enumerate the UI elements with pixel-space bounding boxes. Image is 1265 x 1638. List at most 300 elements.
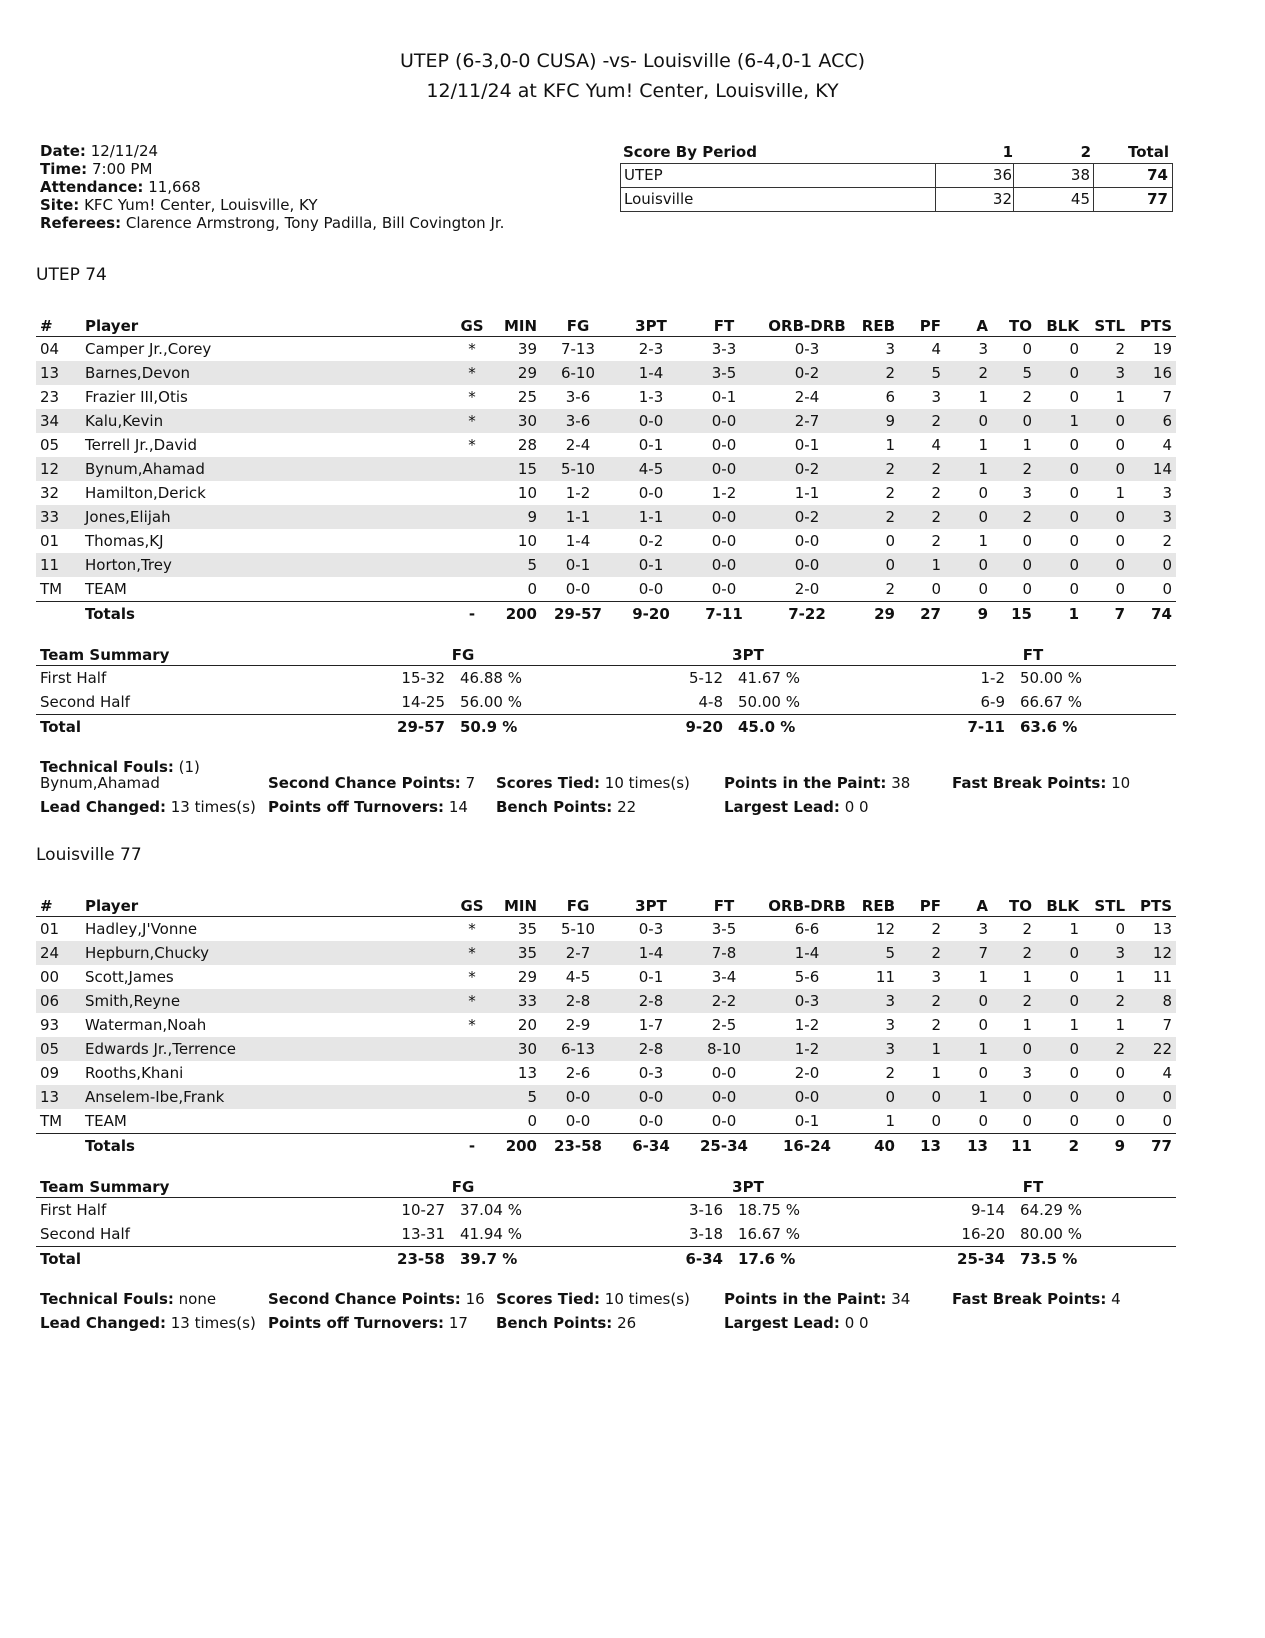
summary-label: First Half [40, 1201, 107, 1219]
cell-pf: 0 [931, 1112, 941, 1130]
stat-second-chance-points [268, 1290, 485, 1308]
cell-pts: 74 [1151, 605, 1172, 623]
cell-stl: 1 [1115, 1016, 1125, 1034]
info-line [40, 178, 504, 196]
cell-pts: 0 [1162, 556, 1172, 574]
stat-label: Second Chance Points: [268, 1290, 461, 1308]
cell-min: 30 [517, 412, 537, 430]
cell-fg: 0-0 [565, 580, 591, 598]
header-number: # [40, 897, 53, 915]
cell-blk: 0 [1069, 1040, 1079, 1058]
info-value: 7:00 PM [91, 160, 153, 178]
info-line [40, 160, 504, 178]
cell-fg: 1-4 [565, 532, 591, 550]
cell-player: Horton,Trey [85, 556, 172, 574]
cell-reb: 2 [885, 508, 895, 526]
stat-value: 0 0 [844, 1314, 869, 1332]
cell-pf: 2 [931, 532, 941, 550]
cell-blk: 0 [1069, 364, 1079, 382]
cell-number: TM [40, 1112, 63, 1130]
cell-pf: 4 [931, 340, 941, 358]
summary-label: Total [40, 718, 81, 736]
team-heading: UTEP 74 [36, 265, 107, 285]
cell-reb: 3 [885, 992, 895, 1010]
cell-to: 0 [1022, 580, 1032, 598]
cell-to: 0 [1022, 532, 1032, 550]
cell-orb-drb: 2-0 [794, 580, 820, 598]
cell-fg: 0-1 [565, 556, 591, 574]
table-row [36, 917, 1176, 941]
cell-min: 200 [505, 1137, 537, 1155]
summary-header-fg: FG [451, 1178, 475, 1196]
cell-pts: 14 [1152, 460, 1172, 478]
summary-header-fg: FG [451, 646, 475, 664]
cell-orb-drb: 0-0 [794, 556, 820, 574]
cell-min: 9 [527, 508, 537, 526]
summary-ft-made: 9-14 [970, 1201, 1005, 1219]
stat-lead-changed [40, 1314, 256, 1332]
cell-ft: 3-5 [711, 920, 737, 938]
summary-label: First Half [40, 669, 107, 687]
period-2-score: 38 [1070, 166, 1090, 184]
cell-min: 30 [517, 1040, 537, 1058]
cell-stl: 3 [1115, 944, 1125, 962]
cell-pts: 77 [1151, 1137, 1172, 1155]
summary-3pt-pct: 18.75 % [738, 1201, 800, 1219]
header-fg: FG [566, 897, 590, 915]
cell-a: 0 [978, 1064, 988, 1082]
stat-label: Largest Lead: [724, 1314, 840, 1332]
info-label: Site: [40, 196, 80, 214]
cell-pf: 0 [931, 1088, 941, 1106]
stat-label: Bench Points: [496, 798, 613, 816]
cell-a: 1 [978, 388, 988, 406]
header-fg: FG [566, 317, 590, 335]
header-reb: REB [861, 317, 895, 335]
cell-a: 1 [978, 532, 988, 550]
stat-value: 13 times(s) [170, 1314, 256, 1332]
cell-reb: 3 [885, 1040, 895, 1058]
summary-header-3pt: 3PT [732, 646, 764, 664]
cell-pts: 8 [1162, 992, 1172, 1010]
cell-pts: 7 [1162, 388, 1172, 406]
cell-a: 2 [978, 364, 988, 382]
cell-3pt: 0-0 [638, 1112, 664, 1130]
cell-a: 7 [978, 944, 988, 962]
cell-3pt: 2-8 [638, 992, 664, 1010]
cell-fg: 3-6 [565, 412, 591, 430]
cell-ft: 0-1 [711, 388, 737, 406]
technical-fouls-value: none [178, 1290, 217, 1308]
score-row [620, 164, 1173, 188]
cell-a: 3 [978, 340, 988, 358]
cell-gs: * [468, 388, 476, 406]
cell-number: 93 [40, 1016, 60, 1034]
info-value: 12/11/24 [90, 142, 159, 160]
cell-pts: 7 [1162, 1016, 1172, 1034]
cell-3pt: 1-3 [638, 388, 664, 406]
cell-number: 09 [40, 1064, 60, 1082]
cell-orb-drb: 6-6 [794, 920, 820, 938]
cell-ft: 0-0 [711, 508, 737, 526]
cell-fg: 6-10 [560, 364, 596, 382]
cell-pf: 1 [931, 1040, 941, 1058]
cell-a: 0 [978, 484, 988, 502]
cell-stl: 1 [1115, 388, 1125, 406]
total-header: Total [1128, 143, 1169, 161]
cell-blk: 0 [1069, 388, 1079, 406]
cell-orb-drb: 0-2 [794, 508, 820, 526]
table-header [36, 314, 1176, 337]
cell-ft: 25-34 [700, 1137, 748, 1155]
player-stats-table [36, 314, 1176, 626]
cell-pf: 0 [931, 580, 941, 598]
cell-reb: 0 [885, 532, 895, 550]
cell-ft: 0-0 [711, 1064, 737, 1082]
stat-value: 26 [617, 1314, 637, 1332]
cell-ft: 0-0 [711, 1088, 737, 1106]
cell-reb: 0 [885, 556, 895, 574]
stat-largest-lead [724, 798, 869, 816]
stat-points-off-turnovers [268, 798, 468, 816]
cell-reb: 5 [885, 944, 895, 962]
cell-player: Scott,James [85, 968, 174, 986]
cell-to: 15 [1011, 605, 1032, 623]
cell-to: 3 [1022, 484, 1032, 502]
cell-a: 0 [978, 508, 988, 526]
cell-min: 5 [527, 1088, 537, 1106]
summary-ft-made: 6-9 [980, 693, 1005, 711]
cell-gs: - [468, 605, 476, 623]
cell-number: 13 [40, 364, 60, 382]
cell-3pt: 0-0 [638, 580, 664, 598]
cell-number: 24 [40, 944, 60, 962]
cell-reb: 2 [885, 460, 895, 478]
stat-fast-break-points [952, 1290, 1121, 1308]
game-subtitle: 12/11/24 at KFC Yum! Center, Louisville, KY [426, 80, 839, 102]
stat-value: 14 [448, 798, 468, 816]
cell-3pt: 4-5 [638, 460, 664, 478]
cell-number: 01 [40, 532, 60, 550]
score-title: Score By Period [623, 143, 757, 161]
table-row [36, 989, 1176, 1013]
stat-value: 16 [465, 1290, 485, 1308]
summary-3pt-pct: 41.67 % [738, 669, 800, 687]
cell-to: 0 [1022, 1040, 1032, 1058]
summary-3pt-made: 4-8 [698, 693, 723, 711]
cell-blk: 0 [1069, 484, 1079, 502]
period-2-score: 45 [1070, 190, 1090, 208]
summary-ft-pct: 64.29 % [1020, 1201, 1082, 1219]
cell-a: 1 [978, 460, 988, 478]
cell-min: 10 [517, 532, 537, 550]
summary-fg-pct: 39.7 % [460, 1250, 518, 1268]
cell-blk: 0 [1069, 944, 1079, 962]
cell-player: Bynum,Ahamad [85, 460, 205, 478]
header-a: A [976, 317, 988, 335]
header-pf: PF [919, 897, 941, 915]
cell-blk: 0 [1069, 532, 1079, 550]
divider [1093, 188, 1094, 211]
summary-header [36, 643, 1176, 666]
cell-number: 34 [40, 412, 60, 430]
stat-label: Fast Break Points: [952, 1290, 1107, 1308]
cell-fg: 2-7 [565, 944, 591, 962]
cell-blk: 0 [1069, 508, 1079, 526]
cell-a: 1 [978, 1088, 988, 1106]
score-by-period-table [620, 143, 1173, 212]
cell-pts: 4 [1162, 1064, 1172, 1082]
info-line [40, 142, 504, 160]
summary-ft-pct: 63.6 % [1020, 718, 1078, 736]
cell-3pt: 9-20 [632, 605, 670, 623]
period-1-score: 32 [992, 190, 1012, 208]
table-row [36, 337, 1176, 361]
cell-gs: * [468, 340, 476, 358]
header-pts: PTS [1139, 897, 1172, 915]
summary-fg-pct: 50.9 % [460, 718, 518, 736]
cell-orb-drb: 2-7 [794, 412, 820, 430]
summary-fg-pct: 46.88 % [460, 669, 522, 687]
summary-ft-made: 16-20 [961, 1225, 1005, 1243]
cell-3pt: 6-34 [632, 1137, 670, 1155]
cell-stl: 0 [1115, 532, 1125, 550]
cell-ft: 3-3 [711, 340, 737, 358]
info-label: Attendance: [40, 178, 144, 196]
stat-label: Points in the Paint: [724, 774, 887, 792]
header-gs: GS [460, 317, 484, 335]
header-pts: PTS [1139, 317, 1172, 335]
stat-value: 7 [465, 774, 476, 792]
header-stl: STL [1094, 317, 1125, 335]
cell-number: 12 [40, 460, 60, 478]
cell-player: Hepburn,Chucky [85, 944, 209, 962]
cell-player: Totals [85, 605, 135, 623]
technical-fouls-player: Bynum,Ahamad [40, 774, 160, 792]
cell-pts: 0 [1162, 1112, 1172, 1130]
summary-row [36, 714, 1176, 739]
table-row [36, 1037, 1176, 1061]
summary-ft-made: 1-2 [980, 669, 1005, 687]
cell-ft: 0-0 [711, 460, 737, 478]
cell-number: 11 [40, 556, 60, 574]
header-min: MIN [503, 897, 537, 915]
summary-row [36, 1246, 1176, 1271]
info-value: 11,668 [148, 178, 201, 196]
cell-reb: 2 [885, 580, 895, 598]
stat-points-in-the-paint [724, 1290, 910, 1308]
cell-reb: 29 [874, 605, 895, 623]
cell-to: 2 [1022, 992, 1032, 1010]
cell-stl: 3 [1115, 364, 1125, 382]
total-score: 77 [1147, 190, 1168, 208]
table-row [36, 505, 1176, 529]
cell-orb-drb: 0-0 [794, 1088, 820, 1106]
score-row [620, 188, 1173, 212]
cell-to: 0 [1022, 556, 1032, 574]
cell-ft: 7-11 [705, 605, 743, 623]
cell-fg: 5-10 [560, 460, 596, 478]
summary-ft-pct: 73.5 % [1020, 1250, 1078, 1268]
summary-3pt-made: 5-12 [688, 669, 723, 687]
stat-label: Scores Tied: [496, 774, 601, 792]
cell-number: 23 [40, 388, 60, 406]
cell-min: 20 [517, 1016, 537, 1034]
table-header [36, 894, 1176, 917]
cell-fg: 5-10 [560, 920, 596, 938]
summary-ft-pct: 66.67 % [1020, 693, 1082, 711]
header-3pt: 3PT [635, 897, 667, 915]
cell-a: 0 [978, 556, 988, 574]
cell-blk: 0 [1069, 556, 1079, 574]
cell-pf: 2 [931, 484, 941, 502]
stat-points-in-the-paint [724, 774, 910, 792]
cell-reb: 3 [885, 340, 895, 358]
header-orb-drb: ORB-DRB [768, 317, 846, 335]
summary-fg-made: 29-57 [397, 718, 445, 736]
cell-player: Kalu,Kevin [85, 412, 164, 430]
summary-ft-pct: 80.00 % [1020, 1225, 1082, 1243]
cell-orb-drb: 0-2 [794, 460, 820, 478]
cell-3pt: 0-2 [638, 532, 664, 550]
technical-fouls-value: (1) [178, 758, 200, 776]
summary-fg-made: 15-32 [401, 669, 445, 687]
stat-value: 4 [1111, 1290, 1121, 1308]
stat-scores-tied [496, 1290, 690, 1308]
cell-pts: 12 [1152, 944, 1172, 962]
cell-orb-drb: 1-1 [794, 484, 820, 502]
cell-orb-drb: 1-2 [794, 1040, 820, 1058]
cell-pts: 16 [1152, 364, 1172, 382]
cell-a: 0 [978, 1016, 988, 1034]
cell-to: 0 [1022, 412, 1032, 430]
stat-label: Fast Break Points: [952, 774, 1107, 792]
header-to: TO [1009, 897, 1032, 915]
cell-player: Anselem-Ibe,Frank [85, 1088, 225, 1106]
cell-player: Edwards Jr.,Terrence [85, 1040, 237, 1058]
table-row [36, 941, 1176, 965]
stat-fast-break-points [952, 774, 1130, 792]
cell-gs: * [468, 968, 476, 986]
cell-stl: 0 [1115, 460, 1125, 478]
cell-to: 0 [1022, 1088, 1032, 1106]
cell-player: Smith,Reyne [85, 992, 181, 1010]
stat-lead-changed [40, 798, 256, 816]
cell-ft: 0-0 [711, 412, 737, 430]
header-reb: REB [861, 897, 895, 915]
stat-label: Points off Turnovers: [268, 798, 445, 816]
score-header [620, 143, 1173, 164]
cell-orb-drb: 7-22 [788, 605, 826, 623]
cell-a: 13 [967, 1137, 988, 1155]
cell-blk: 1 [1069, 1016, 1079, 1034]
summary-row [36, 690, 1176, 714]
cell-fg: 0-0 [565, 1112, 591, 1130]
game-title: UTEP (6-3,0-0 CUSA) -vs- Louisville (6-4,0-1 ACC) [399, 50, 866, 72]
cell-gs: * [468, 364, 476, 382]
cell-ft: 0-0 [711, 436, 737, 454]
summary-title: Team Summary [40, 1178, 170, 1196]
cell-player: Rooths,Khani [85, 1064, 184, 1082]
game-notes [40, 758, 1180, 818]
cell-pf: 1 [931, 556, 941, 574]
summary-fg-pct: 56.00 % [460, 693, 522, 711]
technical-fouls-label: Technical Fouls: [40, 758, 174, 776]
cell-a: 3 [978, 920, 988, 938]
stat-largest-lead [724, 1314, 869, 1332]
cell-stl: 2 [1115, 992, 1125, 1010]
cell-ft: 8-10 [706, 1040, 742, 1058]
cell-number: TM [40, 580, 63, 598]
summary-3pt-pct: 16.67 % [738, 1225, 800, 1243]
cell-min: 35 [517, 944, 537, 962]
cell-reb: 40 [874, 1137, 895, 1155]
table-row [36, 1085, 1176, 1109]
cell-3pt: 1-4 [638, 944, 664, 962]
cell-blk: 0 [1069, 1064, 1079, 1082]
stat-label: Points in the Paint: [724, 1290, 887, 1308]
period-1-score: 36 [992, 166, 1012, 184]
cell-stl: 1 [1115, 484, 1125, 502]
header-a: A [976, 897, 988, 915]
cell-gs: * [468, 436, 476, 454]
header-orb-drb: ORB-DRB [768, 897, 846, 915]
cell-fg: 2-9 [565, 1016, 591, 1034]
table-row [36, 481, 1176, 505]
table-row [36, 433, 1176, 457]
cell-fg: 2-8 [565, 992, 591, 1010]
cell-to: 2 [1022, 388, 1032, 406]
summary-header-3pt: 3PT [732, 1178, 764, 1196]
cell-3pt: 0-1 [638, 556, 664, 574]
stat-value: 10 times(s) [604, 1290, 690, 1308]
cell-orb-drb: 2-4 [794, 388, 820, 406]
header-min: MIN [503, 317, 537, 335]
cell-fg: 2-6 [565, 1064, 591, 1082]
header-to: TO [1009, 317, 1032, 335]
cell-fg: 23-58 [554, 1137, 602, 1155]
header-player: Player [85, 317, 139, 335]
cell-orb-drb: 1-4 [794, 944, 820, 962]
cell-min: 0 [527, 1112, 537, 1130]
cell-player: Jones,Elijah [85, 508, 171, 526]
cell-min: 15 [517, 460, 537, 478]
cell-number: 05 [40, 1040, 60, 1058]
cell-ft: 2-5 [711, 1016, 737, 1034]
cell-to: 2 [1022, 920, 1032, 938]
cell-orb-drb: 1-2 [794, 1016, 820, 1034]
cell-min: 29 [517, 968, 537, 986]
divider [935, 164, 936, 187]
cell-a: 0 [978, 412, 988, 430]
cell-3pt: 0-0 [638, 484, 664, 502]
cell-pf: 4 [931, 436, 941, 454]
cell-3pt: 1-4 [638, 364, 664, 382]
cell-blk: 2 [1068, 1137, 1079, 1155]
stat-points-off-turnovers [268, 1314, 468, 1332]
cell-stl: 0 [1115, 436, 1125, 454]
cell-min: 5 [527, 556, 537, 574]
divider [1093, 164, 1094, 187]
summary-header [36, 1175, 1176, 1198]
cell-pf: 2 [931, 508, 941, 526]
cell-fg: 3-6 [565, 388, 591, 406]
cell-3pt: 1-1 [638, 508, 664, 526]
cell-pf: 2 [931, 1016, 941, 1034]
summary-label: Second Half [40, 693, 130, 711]
cell-to: 3 [1022, 1064, 1032, 1082]
cell-ft: 1-2 [711, 484, 737, 502]
